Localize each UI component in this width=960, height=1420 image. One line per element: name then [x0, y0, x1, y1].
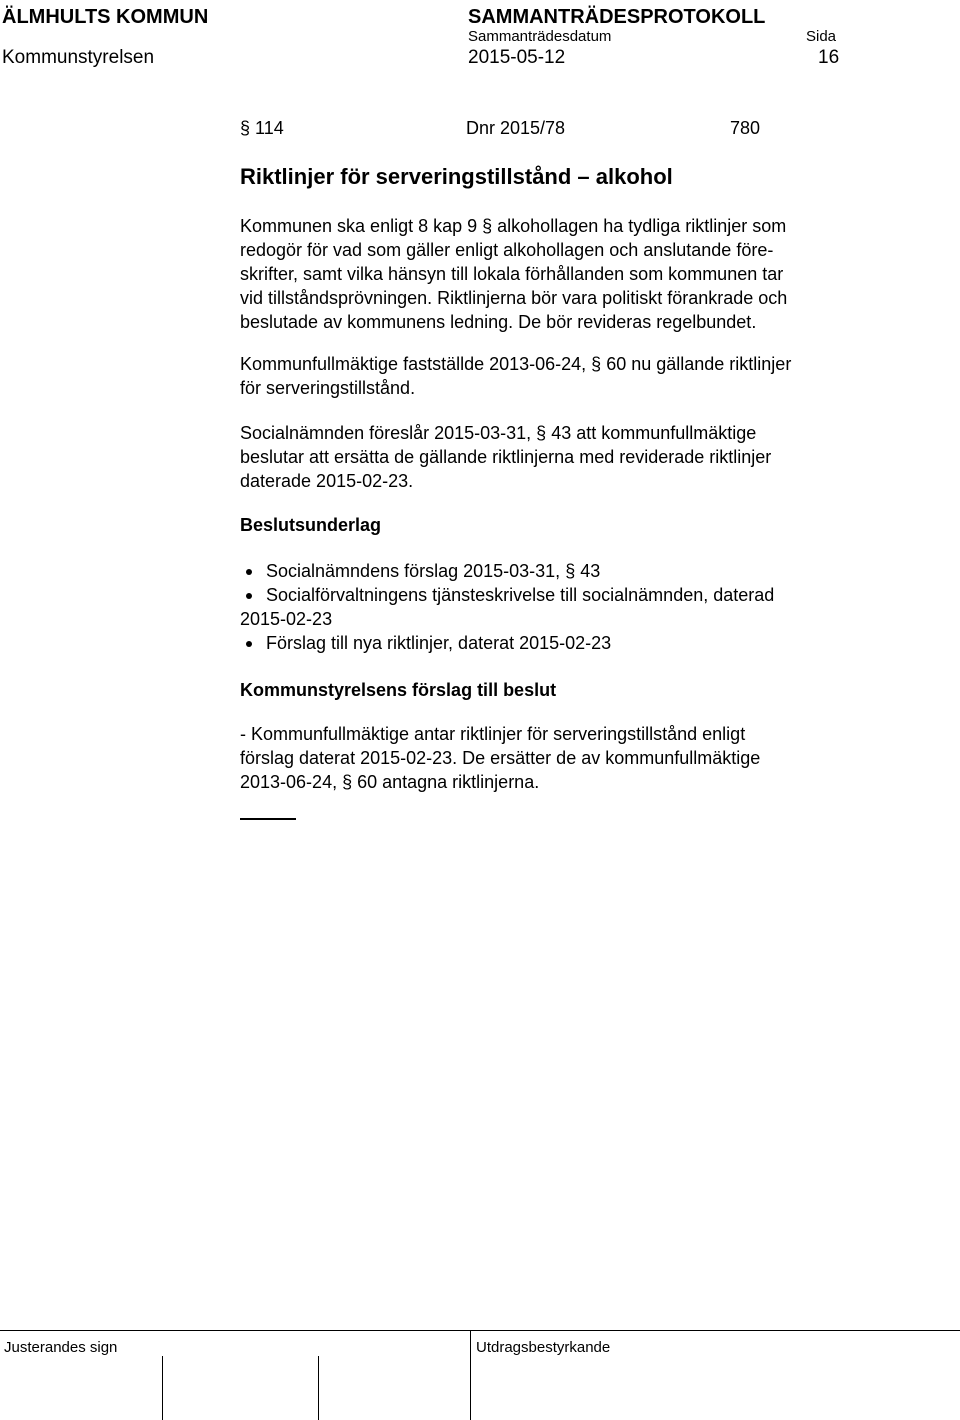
text-line: beslutar att ersätta de gällande riktlinjerna med reviderade riktlinjer: [240, 447, 772, 467]
decision-basis-heading: Beslutsunderlag: [240, 515, 382, 535]
text-line: redogör för vad som gäller enligt alkohollagen och anslutande före-: [240, 240, 774, 260]
text-line: daterade 2015-02-23.: [240, 471, 414, 491]
page-label: Sida: [806, 28, 837, 45]
meeting-date-label: Sammanträdesdatum: [468, 28, 612, 45]
page-number: 16: [818, 47, 840, 68]
list-item-continuation: 2015-02-23: [240, 609, 333, 629]
paragraph-background: [240, 214, 880, 334]
extract-label: Utdragsbestyrkande: [476, 1339, 611, 1356]
item-number: [240, 116, 284, 140]
paragraph-proposal: [240, 421, 880, 493]
text-line: för serveringstillstånd.: [240, 378, 416, 398]
section-symbol: §: [240, 118, 251, 138]
footer-top-rule: [0, 1330, 960, 1331]
archive-code: 780: [730, 118, 761, 138]
decision-basis-list: [240, 559, 880, 655]
sign-box-divider: [162, 1356, 163, 1420]
meeting-date: 2015-05-12: [468, 47, 566, 68]
proposal-heading: Kommunstyrelsens förslag till beslut: [240, 680, 557, 700]
text-line: förslag daterat 2015-02-23. De ersätter de av kommunfullmäktige: [240, 748, 761, 768]
bullet-icon: [246, 569, 252, 575]
sign-box-divider: [318, 1356, 319, 1420]
text-line: 2013-06-24, § 60 antagna riktlinjerna.: [240, 772, 540, 792]
sign-label: Justerandes sign: [4, 1339, 118, 1356]
text-line: Kommunen ska enligt 8 kap 9 § alkohollagen ha tydliga riktlinjer som: [240, 216, 787, 236]
paragraph-previous-decision: [240, 352, 880, 400]
list-item-text: Socialnämndens förslag 2015-03-31, § 43: [266, 561, 601, 581]
sign-box-divider: [470, 1330, 471, 1420]
text-line: Kommunfullmäktige fastställde 2013-06-24, § 60 nu gällande riktlinjer: [240, 354, 792, 374]
bullet-icon: [246, 593, 252, 599]
item-number-value: 114: [255, 118, 284, 138]
text-line: - Kommunfullmäktige antar riktlinjer för serveringstillstånd enligt: [240, 724, 746, 744]
list-item: [240, 631, 880, 655]
org-name: ÄLMHULTS KOMMUN: [2, 6, 209, 28]
document-type: SAMMANTRÄDESPROTOKOLL: [468, 6, 766, 28]
diary-number: Dnr 2015/78: [466, 118, 566, 138]
text-line: Socialnämnden föreslår 2015-03-31, § 43 att kommunfullmäktige: [240, 423, 757, 443]
text-line: beslutade av kommunens ledning. De bör revideras regelbundet.: [240, 312, 757, 332]
body-name: Kommunstyrelsen: [2, 47, 155, 68]
text-line: vid tillståndsprövningen. Riktlinjerna bör vara politiskt förankrade och: [240, 288, 788, 308]
list-item-text: Förslag till nya riktlinjer, daterat 2015-02-23: [266, 633, 612, 653]
item-title: Riktlinjer för serveringstillstånd – alkohol: [240, 164, 673, 189]
end-rule: [240, 818, 296, 820]
list-item: [240, 559, 880, 583]
list-item-text: Socialförvaltningens tjänsteskrivelse till socialnämnden, daterad: [266, 585, 775, 605]
proposal-text: [240, 722, 880, 794]
bullet-icon: [246, 641, 252, 647]
text-line: skrifter, samt vilka hänsyn till lokala förhållanden som kommunen tar: [240, 264, 784, 284]
list-item: [240, 583, 880, 631]
